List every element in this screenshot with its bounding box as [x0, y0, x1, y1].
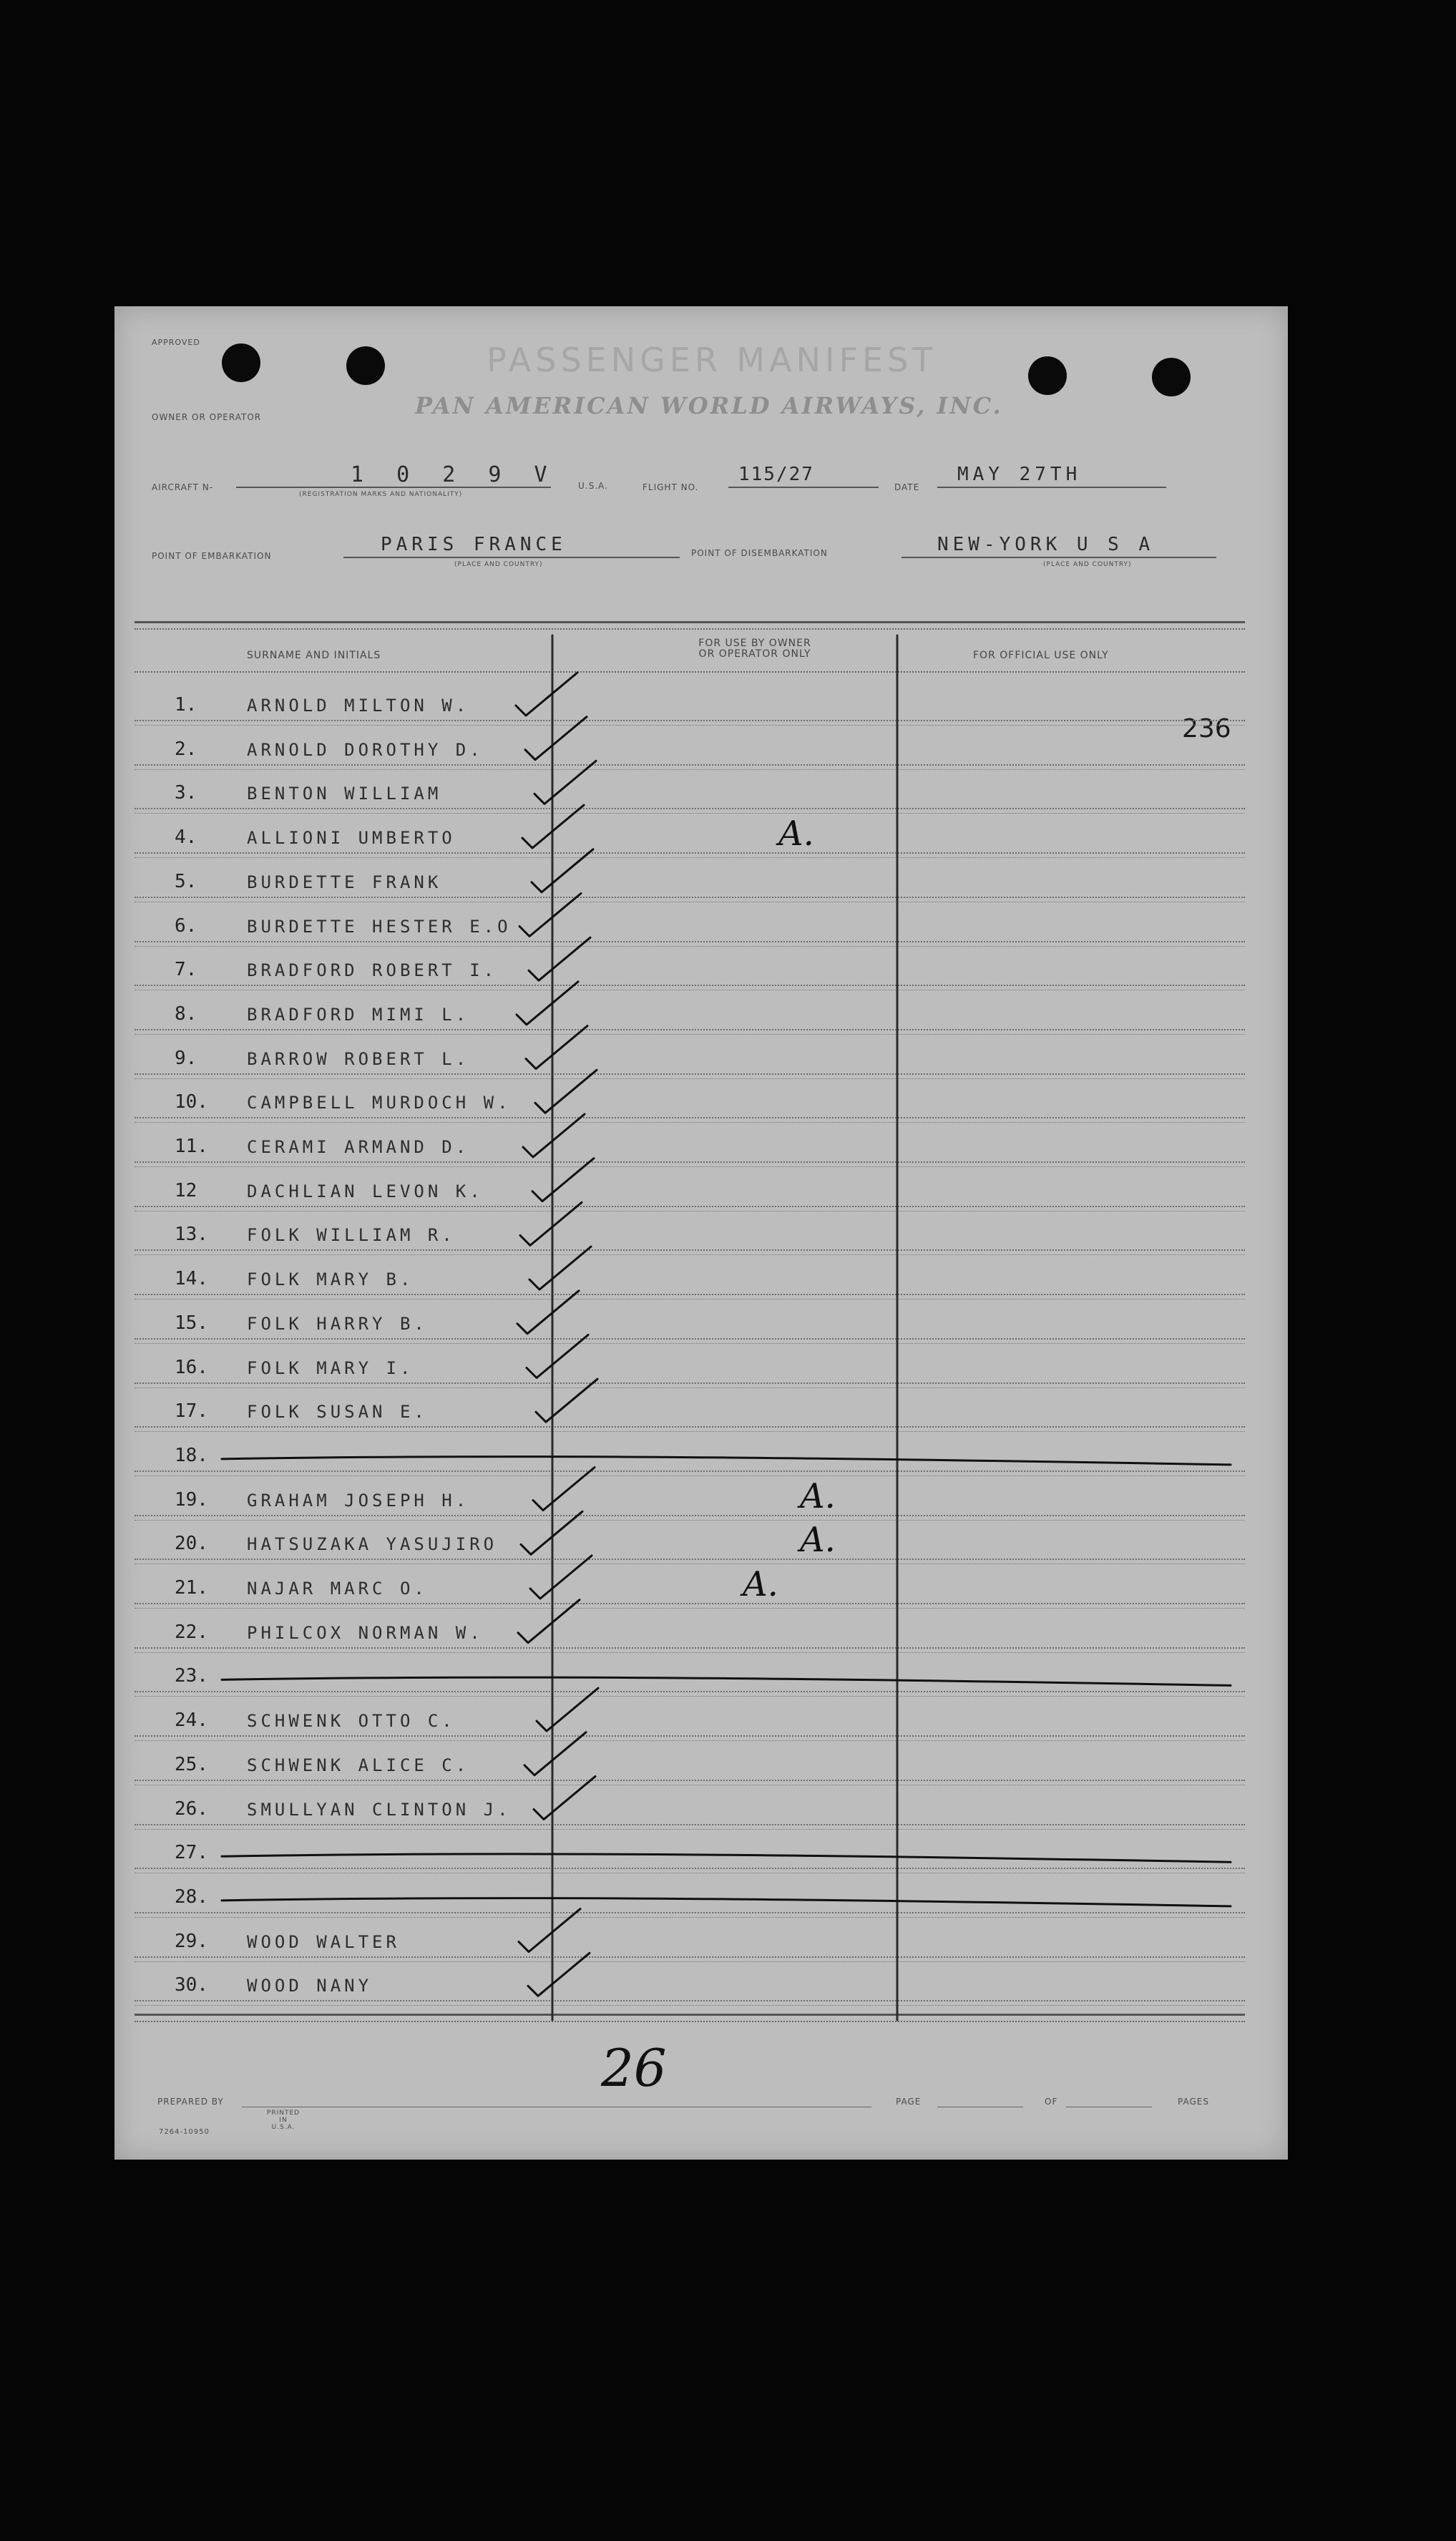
row-number: 27. [175, 1842, 208, 1864]
checkmark [534, 761, 596, 804]
row-number: 15. [175, 1312, 208, 1334]
checkmark [534, 1777, 595, 1820]
row-number: 17. [175, 1400, 208, 1423]
page-label: PAGE [896, 2097, 922, 2107]
checkmark [533, 1468, 595, 1511]
annotation-mark: A. [800, 1520, 836, 1561]
row-number: 19. [175, 1488, 208, 1511]
date-label: DATE [894, 482, 920, 492]
row-number: 23. [175, 1665, 208, 1687]
passenger-name: SMULLYAN CLINTON J. [247, 1799, 512, 1820]
checkmark [519, 1909, 580, 1952]
owner-column-header-line: FOR USE BY OWNER [698, 638, 811, 649]
checkmark [537, 1688, 598, 1731]
checkmark [518, 1600, 580, 1643]
row-number: 24. [175, 1710, 208, 1732]
passenger-name: ARNOLD DOROTHY D. [247, 739, 484, 760]
row-number: 16. [175, 1356, 208, 1378]
registration-caption: (REGISTRATION MARKS AND NATIONALITY) [299, 491, 463, 498]
row-number: 22. [175, 1621, 208, 1643]
row-number: 26. [175, 1798, 208, 1820]
row-number: 1. [175, 694, 197, 716]
aircraft-number: 1 0 2 9 V [351, 462, 557, 487]
row-number: 10. [175, 1091, 208, 1113]
embarkation-label: POINT OF EMBARKATION [152, 551, 272, 561]
checkmark [523, 1114, 585, 1157]
checkmark [520, 1202, 582, 1245]
row-number: 4. [175, 826, 197, 849]
annotation-mark: A. [778, 814, 814, 854]
row-number: 9. [175, 1047, 197, 1069]
flight-number: 115/27 [738, 464, 814, 485]
passenger-name: FOLK HARRY B. [247, 1313, 428, 1334]
strike-line [222, 1677, 1231, 1685]
passenger-name: HATSUZAKA YASUJIRO [247, 1534, 498, 1555]
row-number: 5. [175, 870, 197, 892]
operator-name: PAN AMERICAN WORLD AIRWAYS, INC. [415, 392, 1003, 419]
passenger-name: GRAHAM JOSEPH H. [247, 1490, 470, 1511]
passenger-name: PHILCOX NORMAN W. [247, 1622, 484, 1643]
passenger-name: BRADFORD MIMI L. [247, 1004, 470, 1025]
passenger-name: DACHLIAN LEVON K. [247, 1181, 484, 1201]
approval-stamp: APPROVED [152, 338, 200, 347]
passenger-name: BARROW ROBERT L. [247, 1048, 470, 1069]
row-number: 30. [175, 1974, 208, 1996]
disembarkation-label: POINT OF DISEMBARKATION [691, 548, 828, 558]
owner-column-header-line: OR OPERATOR ONLY [698, 648, 811, 660]
row-number: 29. [175, 1930, 208, 1952]
row-number: 18. [175, 1444, 208, 1466]
manifest-title: PASSENGER MANIFEST [487, 341, 937, 379]
checkmark [517, 1291, 579, 1334]
passenger-name: CAMPBELL MURDOCH W. [247, 1093, 512, 1113]
pages-label: PAGES [1178, 2097, 1209, 2107]
passenger-name: CERAMI ARMAND D. [247, 1137, 470, 1157]
checkmark [528, 1953, 590, 1996]
date-value: MAY 27TH [957, 464, 1082, 485]
passenger-name: FOLK MARY B. [247, 1269, 414, 1290]
strike-line [222, 1457, 1231, 1465]
checkmark [517, 982, 578, 1025]
pen-marks [114, 306, 1288, 2160]
passenger-name: BRADFORD ROBERT I. [247, 960, 498, 981]
disembarkation-caption: (PLACE AND COUNTRY) [1043, 561, 1132, 568]
row-number: 12 [175, 1179, 197, 1201]
passenger-name: ARNOLD MILTON W. [247, 696, 470, 716]
row-number: 8. [175, 1003, 197, 1025]
row-number: 20. [175, 1533, 208, 1555]
passenger-name: FOLK WILLIAM R. [247, 1225, 456, 1246]
passenger-name: ALLIONI UMBERTO [247, 828, 456, 849]
checkmark [519, 894, 581, 937]
passenger-name: NAJAR MARC O. [247, 1579, 428, 1599]
printed-label: PRINTED IN U.S.A. [266, 2110, 301, 2131]
annotation-mark: A. [800, 1476, 836, 1516]
passenger-name: BURDETTE HESTER E.O [247, 916, 512, 937]
official-column-header: FOR OFFICIAL USE ONLY [973, 650, 1109, 661]
strike-line [222, 1898, 1231, 1906]
prepared-by-label: PREPARED BY [157, 2097, 224, 2107]
embarkation-caption: (PLACE AND COUNTRY) [454, 561, 543, 568]
checkmark [532, 1159, 594, 1201]
passenger-name: SCHWENK OTTO C. [247, 1711, 456, 1732]
row-number: 6. [175, 915, 197, 937]
row-number: 28. [175, 1886, 208, 1908]
form-number: 7264-10950 [159, 2128, 210, 2136]
passenger-name: WOOD WALTER [247, 1931, 400, 1952]
owner-label: OWNER OR OPERATOR [152, 412, 262, 422]
row-number: 13. [175, 1224, 208, 1246]
disembarkation-value: NEW-YORK U S A [937, 534, 1155, 555]
checkmark [527, 1335, 588, 1378]
passenger-name: WOOD NANY [247, 1976, 373, 1996]
checkmark [516, 673, 577, 716]
row-number: 11. [175, 1136, 208, 1157]
row-number: 25. [175, 1753, 208, 1775]
aircraft-label: AIRCRAFT N- [152, 482, 214, 492]
checkmark [526, 1026, 587, 1069]
annotation-mark: A. [743, 1564, 778, 1604]
row-number: 2. [175, 738, 197, 760]
passenger-name: BURDETTE FRANK [247, 872, 442, 892]
row-number: 14. [175, 1268, 208, 1290]
of-label: OF [1045, 2097, 1058, 2107]
checkmark [529, 1247, 591, 1289]
row-number: 21. [175, 1577, 208, 1599]
row-number: 3. [175, 782, 197, 804]
checkmark [525, 717, 587, 760]
checkmark [529, 937, 590, 980]
checkmark [536, 1379, 597, 1422]
checkmark [530, 1556, 592, 1599]
embarkation-value: PARIS FRANCE [381, 534, 567, 555]
row-number: 7. [175, 959, 197, 981]
checkmark [532, 849, 593, 892]
handwritten-total: 26 [601, 2038, 667, 2098]
checkmark [524, 1732, 586, 1775]
name-column-header: SURNAME AND INITIALS [247, 650, 381, 661]
strike-line [222, 1854, 1231, 1862]
usa-label: U.S.A. [578, 481, 608, 491]
checkmark [535, 1070, 597, 1113]
passenger-name: SCHWENK ALICE C. [247, 1755, 470, 1775]
passenger-name: BENTON WILLIAM [247, 784, 442, 804]
passenger-name: FOLK SUSAN E. [247, 1402, 428, 1423]
manifest-sheet [114, 306, 1288, 2160]
passenger-name: FOLK MARY I. [247, 1357, 414, 1378]
flight-label: FLIGHT NO. [643, 482, 699, 492]
official-count: 236 [1182, 714, 1231, 743]
